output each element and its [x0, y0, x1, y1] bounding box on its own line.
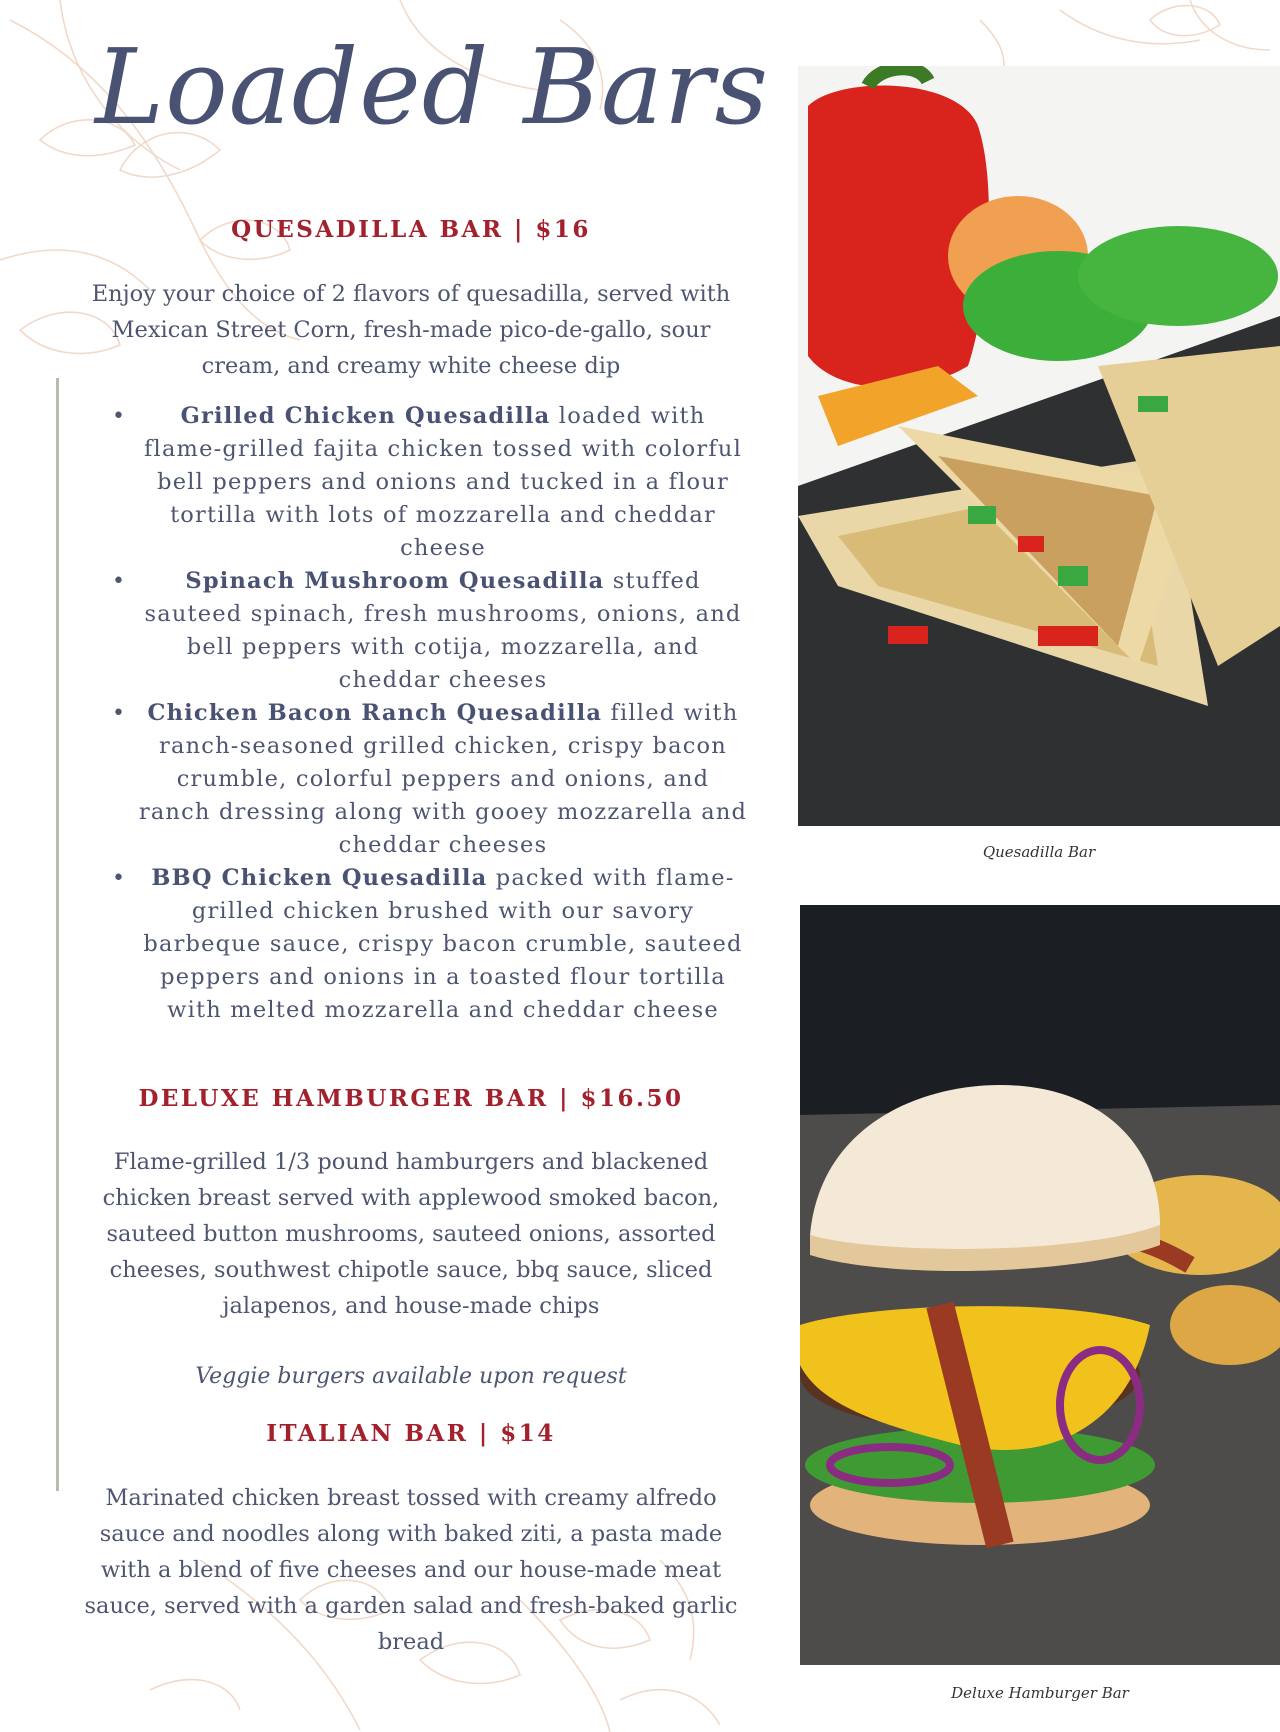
- quesadilla-bar-description: Enjoy your choice of 2 flavors of quesadilla, served with Mexican Street Corn, fresh-made pico-de-gallo, sour cream, and creamy white cheese dip: [91, 281, 731, 379]
- flavor-name: Spinach Mushroom Quesadilla: [185, 568, 605, 594]
- flavor-description: loaded with flame-grilled fajita chicken tossed with colorful bell peppers and onions and tucked in a flour tortilla with lots of mozzarella and cheddar cheese: [144, 403, 742, 561]
- bullet-dot-icon: •: [112, 866, 127, 891]
- list-item: [108, 697, 748, 862]
- flavor-name: BBQ Chicken Quesadilla: [151, 865, 488, 891]
- list-item: [108, 862, 748, 1027]
- italian-bar-heading: ITALIAN BAR | $14: [266, 1420, 556, 1447]
- bullet-dot-icon: •: [112, 569, 127, 594]
- hamburger-bar-photo: [800, 905, 1280, 1665]
- page-title: Loaded Bars: [95, 26, 769, 148]
- italian-bar-description: Marinated chicken breast tossed with creamy alfredo sauce and noodles along with baked ziti, a pasta made with a blend of five cheeses and our house-made meat sauce, served with a garden salad and fresh-baked garlic bread: [84, 1485, 738, 1655]
- veggie-burger-note: Veggie burgers available upon request: [195, 1364, 627, 1389]
- list-item: [108, 400, 748, 565]
- quesadilla-bar-heading: QUESADILLA BAR | $16: [231, 216, 591, 243]
- flavor-description: packed with flame-grilled chicken brushed with our savory barbeque sauce, crispy bacon crumble, sauteed peppers and onions in a toasted flour tortilla with melted mozzarella and cheddar cheese: [143, 865, 743, 1023]
- quesadilla-photo-caption: Quesadilla Bar: [982, 843, 1096, 861]
- hamburger-photo-caption: Deluxe Hamburger Bar: [951, 1684, 1129, 1702]
- list-item: [108, 565, 748, 697]
- bullet-dot-icon: •: [112, 404, 127, 429]
- hamburger-bar-description: Flame-grilled 1/3 pound hamburgers and blackened chicken breast served with applewood smoked bacon, sauteed button mushrooms, sauteed onions, assorted cheeses, southwest chipotle sauce, bbq sauce, sliced jalapenos, and house-made chips: [102, 1149, 720, 1319]
- flavor-name: Grilled Chicken Quesadilla: [180, 403, 551, 429]
- quesadilla-bar-photo: [798, 66, 1280, 826]
- flavor-name: Chicken Bacon Ranch Quesadilla: [147, 700, 603, 726]
- accent-divider-line: [56, 378, 59, 1491]
- flavor-description: filled with ranch-seasoned grilled chicken, crispy bacon crumble, colorful peppers and onions, and ranch dressing along with gooey mozzarella and cheddar cheeses: [138, 700, 748, 858]
- quesadilla-flavor-list: [108, 400, 748, 1027]
- bullet-dot-icon: •: [112, 701, 127, 726]
- hamburger-bar-heading: DELUXE HAMBURGER BAR | $16.50: [138, 1085, 684, 1112]
- flavor-description: stuffed sauteed spinach, fresh mushrooms, onions, and bell peppers with cotija, mozzarella, and cheddar cheeses: [144, 568, 742, 693]
